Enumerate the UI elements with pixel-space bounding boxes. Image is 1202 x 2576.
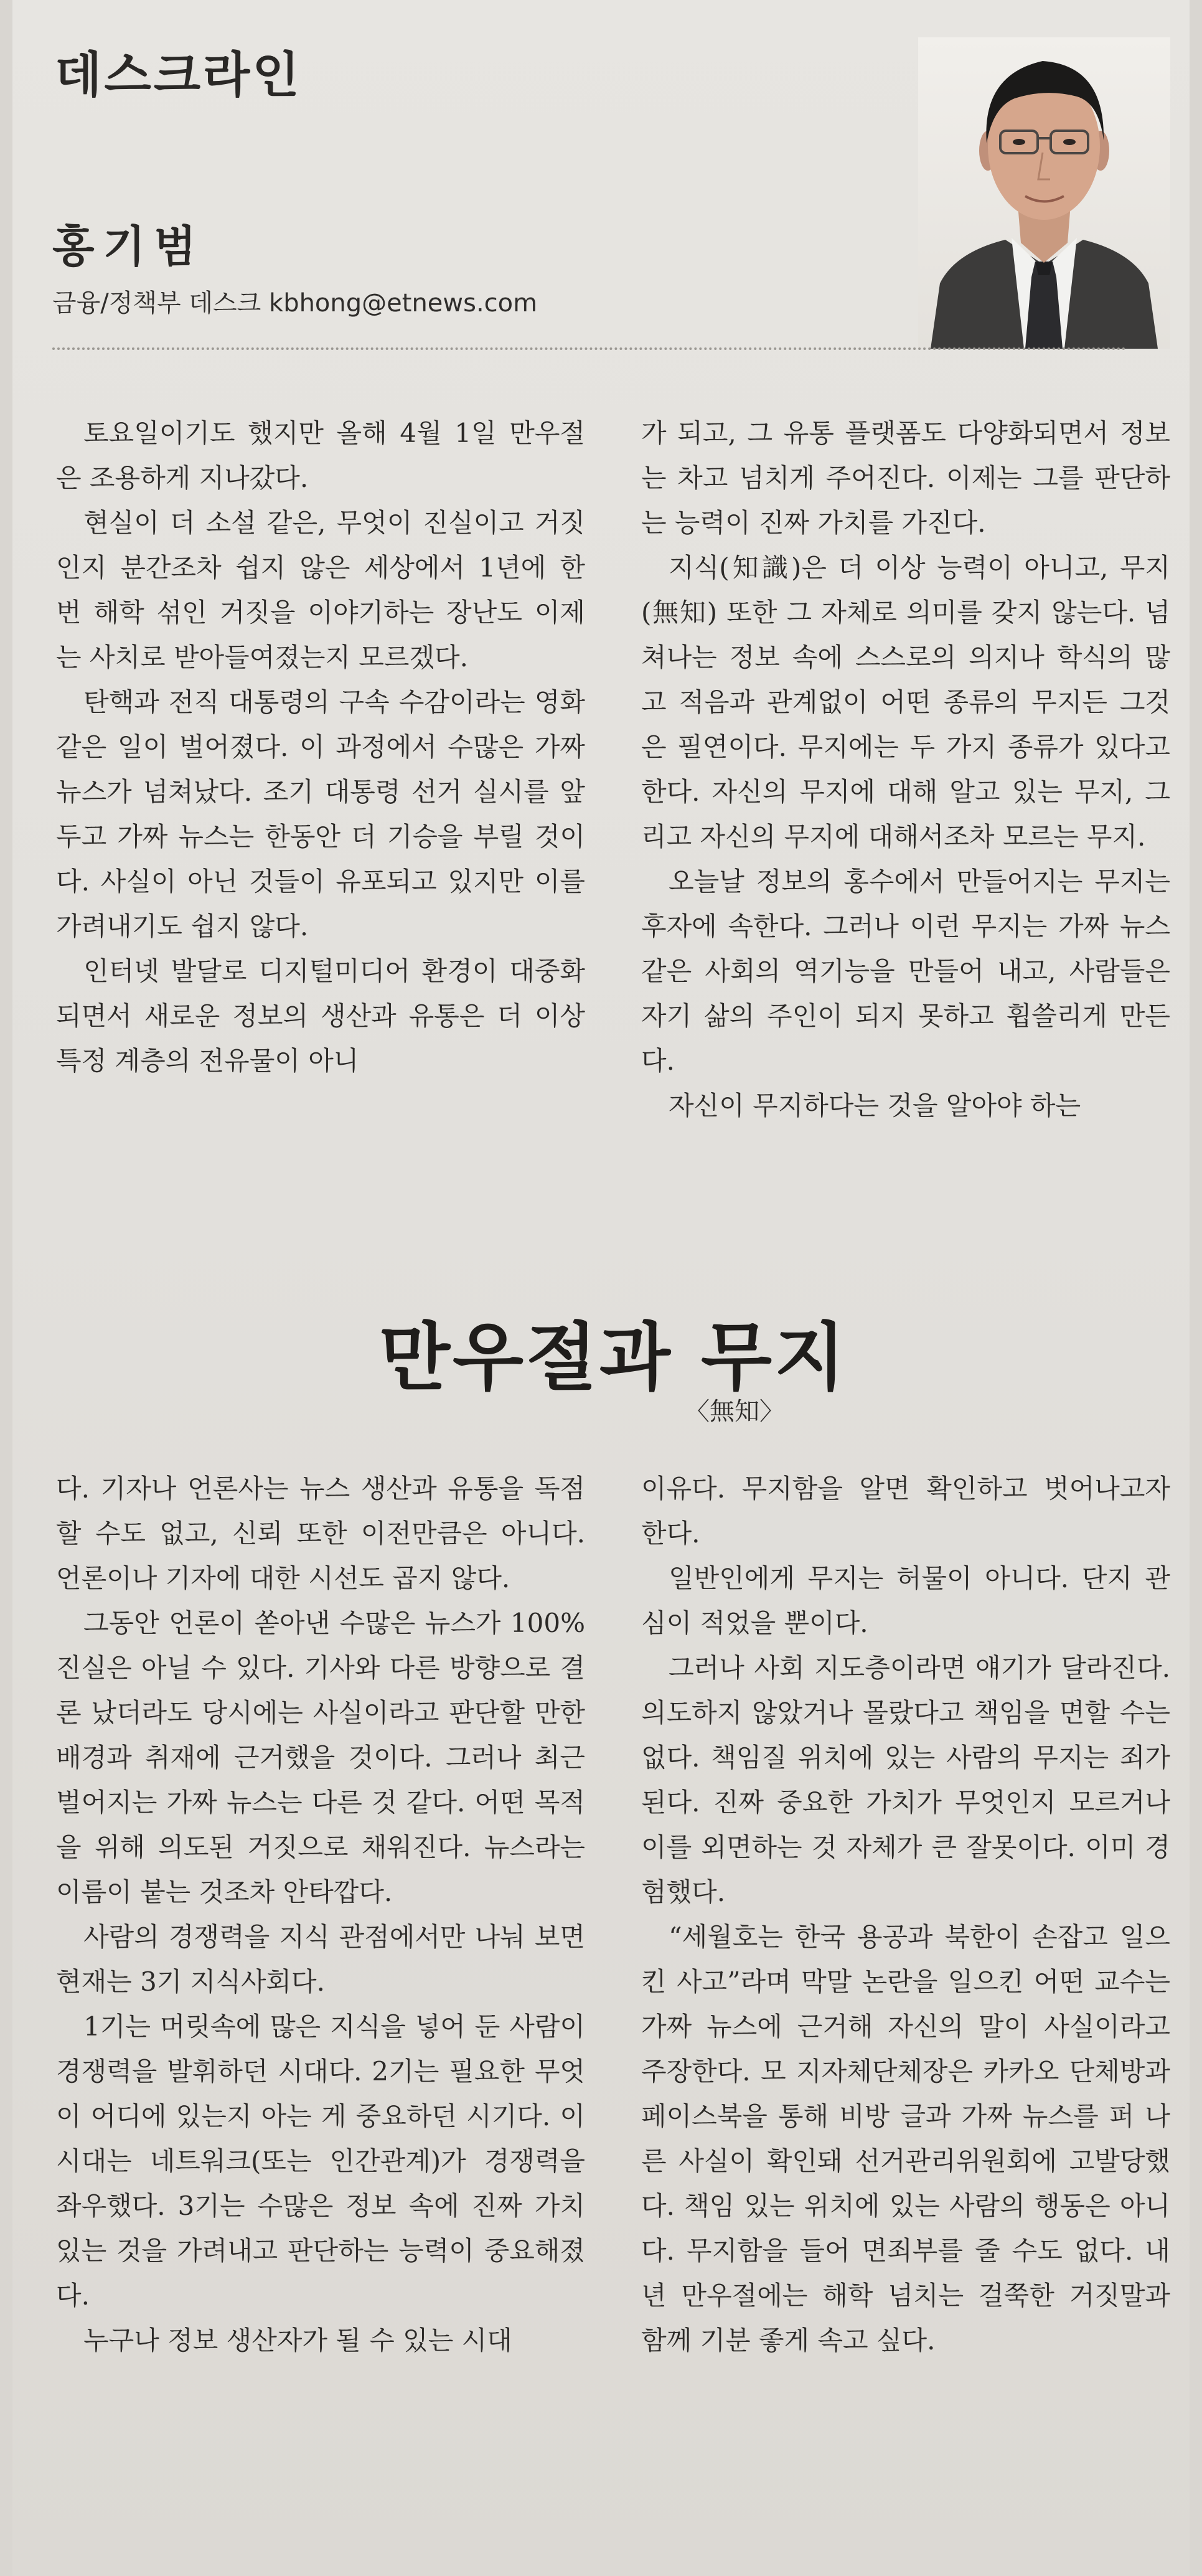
paragraph: 자신이 무지하다는 것을 알아야 하는 [669, 1090, 1081, 1121]
paragraph: 누구나 정보 생산자가 될 수 있는 시대 [83, 2325, 512, 2356]
paragraph: 그러나 사회 지도층이라면 얘기가 달라진다. 의도하지 않았거나 몰랐다고 책임을 면할 수는 없다. 책임질 위치에 있는 사람의 무지는 죄가 된다. 진짜 중요한 가치가 무엇인지 모르거나 이를 외면하는 것 자체가 큰 잘못이다. 이미 경험했다. [641, 1653, 1170, 1907]
paragraph: 사람의 경쟁력을 지식 관점에서만 나눠 보면 현재는 3기 지식사회다. [56, 1922, 585, 1997]
paragraph: 그동안 언론이 쏟아낸 수많은 뉴스가 100% 진실은 아닐 수 있다. 기사와 다른 방향으로 결론 났더라도 당시에는 사실이라고 판단할 만한 배경과 취재에 근거했을 것이다. 그러나 최근 벌어지는 가짜 뉴스는 다른 것 같다. 어떤 목적을 위해 의도된 거짓으로 채워진다. 뉴스라는 이름이 붙는 것조차 안타깝다. [56, 1608, 585, 1907]
subheadline: 〈無知〉 [685, 1397, 784, 1426]
newspaper-page [12, 0, 1190, 2576]
paragraph: 토요일이기도 했지만 올해 4월 1일 만우절은 조용하게 지나갔다. [56, 418, 585, 493]
paragraph: 가 되고, 그 유통 플랫폼도 다양화되면서 정보는 차고 넘치게 주어진다. 이제는 그를 판단하는 능력이 진짜 가치를 가진다. [641, 418, 1170, 538]
author-name: 홍기범 [52, 221, 205, 272]
article-column-2 [641, 411, 1170, 1128]
header-divider [52, 347, 1126, 350]
paragraph: 오늘날 정보의 홍수에서 만들어지는 무지는 후자에 속한다. 그러나 이런 무지는 가짜 뉴스 같은 사회의 역기능을 만들어 내고, 사람들은 자기 삶의 주인이 되지 못하고 휩쓸리게 만든다. [641, 866, 1170, 1076]
paragraph: 인터넷 발달로 디지털미디어 환경이 대중화되면서 새로운 정보의 생산과 유통은 더 이상 특정 계층의 전유물이 아니 [56, 956, 585, 1076]
article-column-4 [641, 1466, 1170, 2363]
paragraph: 일반인에게 무지는 허물이 아니다. 단지 관심이 적었을 뿐이다. [641, 1563, 1170, 1638]
column-label: 데스크라인 [55, 47, 302, 103]
paragraph: “세월호는 한국 용공과 북한이 손잡고 일으킨 사고”라며 막말 논란을 일으킨 어떤 교수는 가짜 뉴스에 근거해 자신의 말이 사실이라고 주장한다. 모 지자체단체장은 카카오 단체방과 페이스북을 통해 비방 글과 가짜 뉴스를 퍼 나른 사실이 확인돼 선거관리위원회에 고발당했다. 책임 있는 위치에 있는 사람의 행동은 아니다. 무지함을 들어 면죄부를 줄 수도 없다. 내년 만우절에는 해학 넘치는 걸쭉한 거짓말과 함께 기분 좋게 속고 싶다. [641, 1922, 1170, 2356]
article-column-1 [56, 411, 585, 1083]
author-info: 금융/정책부 데스크 kbhong@etnews.com [52, 289, 538, 318]
paragraph: 1기는 머릿속에 많은 지식을 넣어 둔 사람이 경쟁력을 발휘하던 시대다. 2기는 필요한 무엇이 어디에 있는지 아는 게 중요하던 시기다. 이 시대는 네트워크(또는 인간관계)가 경쟁력을 좌우했다. 3기는 수많은 정보 속에 진짜 가치 있는 것을 가려내고 판단하는 능력이 중요해졌다. [56, 2011, 585, 2311]
paragraph: 현실이 더 소설 같은, 무엇이 진실이고 거짓인지 분간조차 쉽지 않은 세상에서 1년에 한 번 해학 섞인 거짓을 이야기하는 장난도 이제는 사치로 받아들여졌는지 모르겠다. [56, 507, 585, 672]
paragraph: 지식(知識)은 더 이상 능력이 아니고, 무지(無知) 또한 그 자체로 의미를 갖지 않는다. 넘쳐나는 정보 속에 스스로의 의지나 학식의 많고 적음과 관계없이 어떤 종류의 무지든 그것은 필연이다. 무지에는 두 가지 종류가 있다고 한다. 자신의 무지에 대해 알고 있는 무지, 그리고 자신의 무지에 대해서조차 모르는 무지. [641, 552, 1170, 852]
paragraph: 이유다. 무지함을 알면 확인하고 벗어나고자 한다. [641, 1473, 1170, 1549]
paragraph: 다. 기자나 언론사는 뉴스 생산과 유통을 독점할 수도 없고, 신뢰 또한 이전만큼은 아니다. 언론이나 기자에 대한 시선도 곱지 않다. [56, 1473, 585, 1593]
author-photo [918, 37, 1170, 349]
article-column-3 [56, 1466, 585, 2363]
paragraph: 탄핵과 전직 대통령의 구속 수감이라는 영화 같은 일이 벌어졌다. 이 과정에서 수많은 가짜 뉴스가 넘쳐났다. 조기 대통령 선거 실시를 앞두고 가짜 뉴스는 한동안 더 기승을 부릴 것이다. 사실이 아닌 것들이 유포되고 있지만 이를 가려내기도 쉽지 않다. [56, 687, 585, 941]
headline: 만우절과 무지 [378, 1314, 848, 1400]
